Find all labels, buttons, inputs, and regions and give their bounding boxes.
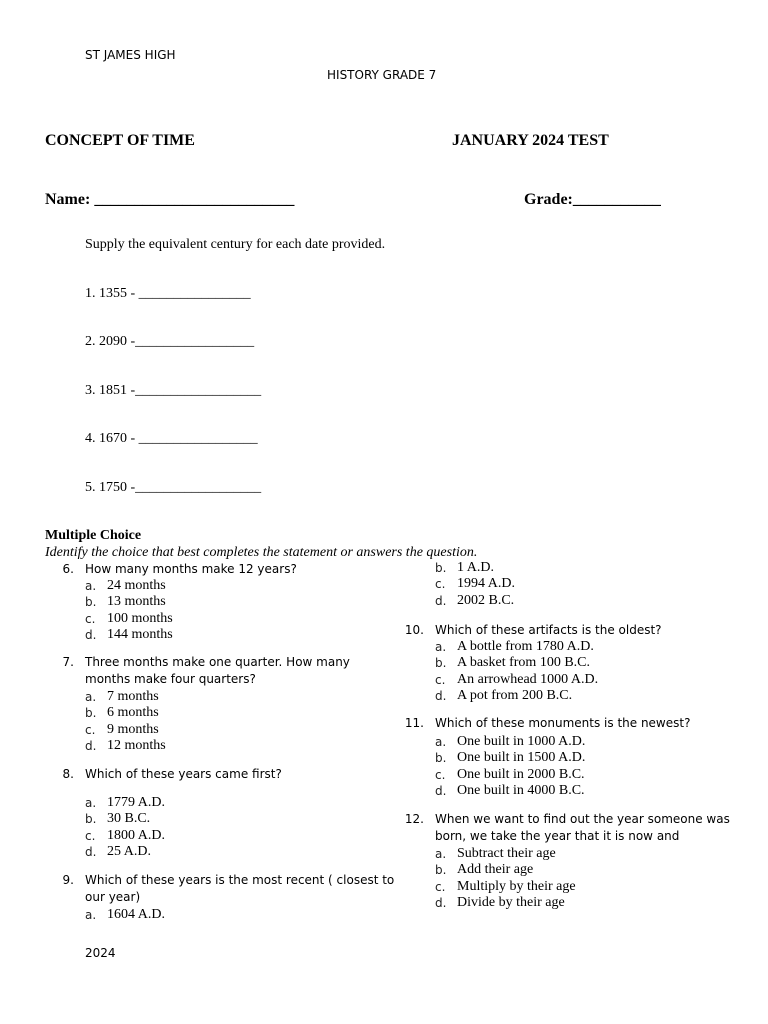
option-letter: a. [85, 796, 97, 810]
century-item: 5. 1750 -__________________ [85, 480, 262, 495]
option-letter: d. [85, 738, 97, 753]
option-letter: c. [85, 722, 96, 737]
topic-title: CONCEPT OF TIME [45, 132, 195, 149]
option-text: One built in 2000 B.C. [457, 766, 585, 782]
option-text: Add their age [457, 862, 534, 878]
question-text: born, we take the year that it is now and [435, 829, 680, 843]
century-instruction: Supply the equivalent century for each date provided. [85, 237, 386, 252]
question-text: Which of these years is the most recent ( closest to [85, 873, 395, 887]
option-letter: a. [85, 579, 97, 593]
option-letter: b. [435, 561, 447, 575]
option-letter: b. [85, 812, 97, 827]
option-letter: a. [85, 690, 97, 704]
option-letter: c. [85, 611, 96, 626]
option-letter: c. [435, 672, 446, 687]
option-text: 1800 A.D. [107, 827, 165, 843]
question-number: 11. [404, 716, 424, 730]
option-letter: c. [85, 828, 96, 843]
option-letter: d. [435, 688, 447, 703]
century-item: 1. 1355 - ________________ [85, 286, 251, 301]
option-letter: c. [435, 577, 446, 592]
option-text: Multiply by their age [457, 878, 576, 894]
option-letter: b. [435, 656, 447, 671]
multiple-choice-instruction: Identify the choice that best completes the statement or answers the question. [45, 545, 478, 560]
question-text: Which of these monuments is the newest? [435, 716, 691, 730]
grade-field: Grade:___________ [524, 191, 661, 208]
question-text: How many months make 12 years? [85, 562, 297, 576]
name-field: Name: _________________________ [45, 191, 295, 208]
option-letter: b. [435, 751, 447, 766]
option-text: 12 months [107, 737, 166, 753]
option-text: 1 A.D. [457, 560, 494, 575]
multiple-choice-title: Multiple Choice [45, 528, 142, 543]
option-letter: a. [435, 640, 447, 654]
option-text: Subtract their age [457, 846, 556, 861]
question-text: months make four quarters? [85, 672, 256, 686]
option-text: One built in 4000 B.C. [457, 782, 585, 798]
option-letter: d. [435, 895, 447, 910]
subject-title: HISTORY GRADE 7 [327, 68, 437, 82]
century-item: 3. 1851 -__________________ [85, 383, 262, 398]
century-item: 4. 1670 - _________________ [85, 431, 258, 446]
question-text: Which of these artifacts is the oldest? [435, 623, 662, 637]
option-letter: d. [85, 627, 97, 642]
option-text: 144 months [107, 626, 173, 642]
option-text: A pot from 200 B.C. [457, 687, 573, 703]
question-number: 12. [404, 812, 424, 826]
option-text: 1604 A.D. [107, 907, 165, 922]
option-text: A bottle from 1780 A.D. [457, 639, 594, 654]
question-text: Three months make one quarter. How many [85, 655, 350, 669]
option-text: 9 months [107, 721, 159, 737]
option-text: 2002 B.C. [457, 592, 515, 608]
option-text: A basket from 100 B.C. [457, 655, 590, 671]
option-text: 30 B.C. [107, 811, 151, 827]
option-text: 13 months [107, 594, 166, 610]
option-text: 7 months [107, 689, 159, 704]
option-letter: d. [85, 844, 97, 859]
option-text: 1994 A.D. [457, 576, 515, 592]
option-text: An arrowhead 1000 A.D. [457, 671, 599, 687]
option-letter: a. [435, 735, 447, 749]
option-letter: a. [85, 908, 97, 922]
question-text: When we want to find out the year someone was [435, 812, 730, 826]
question-text: Which of these years came first? [85, 767, 282, 781]
test-title: JANUARY 2024 TEST [452, 132, 609, 149]
century-item: 2. 2090 -_________________ [85, 334, 255, 349]
option-letter: c. [435, 767, 446, 782]
option-letter: d. [435, 593, 447, 608]
footer-year: 2024 [85, 946, 116, 960]
option-text: 100 months [107, 610, 173, 626]
question-number: 10. [404, 623, 424, 637]
question-text: our year) [85, 890, 141, 904]
school-name: ST JAMES HIGH [85, 48, 176, 62]
option-letter: b. [85, 706, 97, 721]
option-letter: b. [435, 863, 447, 878]
option-letter: c. [435, 879, 446, 894]
option-text: Divide by their age [457, 894, 565, 910]
question-number: 6. [62, 562, 74, 576]
option-text: 25 A.D. [107, 843, 151, 859]
question-number: 7. [62, 655, 74, 669]
option-text: 6 months [107, 705, 159, 721]
question-number: 9. [62, 873, 74, 887]
option-text: One built in 1500 A.D. [457, 750, 586, 766]
option-text: 24 months [107, 578, 166, 593]
option-letter: d. [435, 783, 447, 798]
option-text: 1779 A.D. [107, 795, 165, 810]
question-number: 8. [62, 767, 74, 781]
option-letter: a. [435, 847, 447, 861]
option-text: One built in 1000 A.D. [457, 734, 586, 749]
option-letter: b. [85, 595, 97, 610]
